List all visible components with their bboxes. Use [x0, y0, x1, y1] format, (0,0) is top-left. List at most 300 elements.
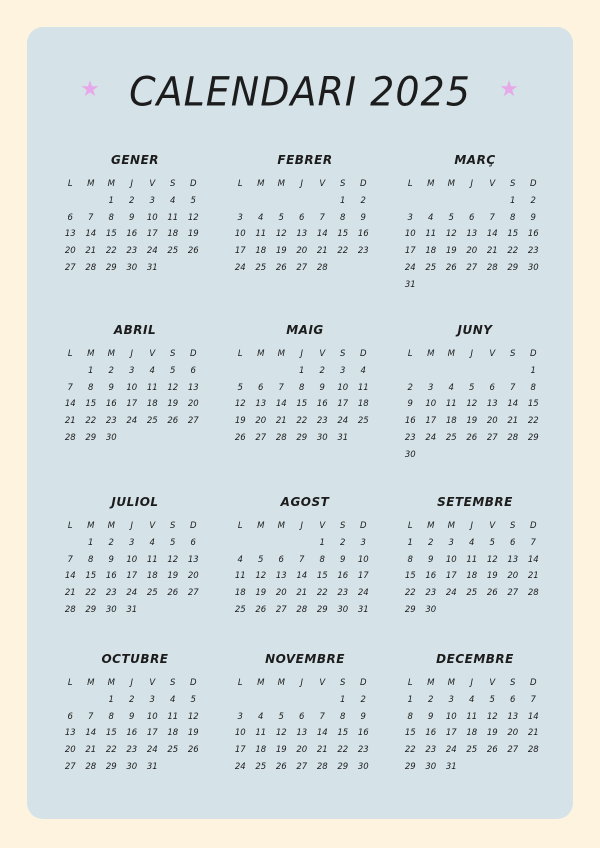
empty-day-cell [271, 363, 292, 380]
day-cell: 19 [187, 728, 199, 739]
day-cell: 4 [258, 711, 264, 722]
weekday-header: J [470, 349, 473, 359]
weekday-header: V [489, 349, 496, 359]
day-cell: 25 [146, 416, 158, 427]
weekday-header: S [340, 521, 346, 531]
weekday-header: J [130, 521, 133, 531]
weekday-header: V [319, 179, 326, 189]
day-cell: 27 [255, 432, 267, 443]
weekday-header: J [130, 349, 133, 359]
day-cell: 16 [404, 416, 416, 427]
day-cell: 6 [510, 694, 516, 705]
day-cell: 17 [425, 416, 437, 427]
day-cell: 31 [337, 432, 349, 443]
day-cell: 9 [360, 711, 366, 722]
day-cell: 17 [445, 728, 457, 739]
day-cell: 1 [340, 694, 346, 705]
day-cell: 13 [187, 382, 199, 393]
day-cell: 14 [486, 229, 498, 240]
empty-day-cell [400, 193, 421, 210]
weekday-header: S [340, 678, 346, 688]
month-name: SETEMBRE [437, 495, 513, 509]
day-cell: 31 [126, 604, 138, 615]
weekday-header: D [359, 678, 367, 688]
day-cell: 7 [530, 694, 536, 705]
day-cell: 21 [316, 246, 328, 257]
day-cell: 25 [255, 761, 267, 772]
weekday-header: M [277, 349, 285, 359]
day-cell: 27 [64, 262, 76, 273]
day-cell: 6 [67, 212, 73, 223]
day-cell: 11 [255, 728, 267, 739]
day-cell: 22 [105, 745, 117, 756]
day-cell: 26 [187, 246, 199, 257]
day-cell: 4 [170, 195, 176, 206]
day-cell: 28 [527, 588, 539, 599]
day-cell: 3 [407, 212, 413, 223]
day-cell: 20 [187, 399, 199, 410]
weekday-header: L [407, 349, 413, 359]
day-cell: 8 [108, 212, 114, 223]
day-cell: 12 [255, 571, 267, 582]
day-cell: 12 [275, 728, 287, 739]
day-cell: 2 [108, 537, 114, 548]
weekday-header: J [300, 678, 303, 688]
day-cell: 5 [258, 554, 264, 565]
weekday-header: S [510, 521, 516, 531]
day-cell: 23 [316, 416, 328, 427]
month-name: AGOST [280, 495, 330, 509]
weekday-header: D [529, 678, 537, 688]
month-name: MAIG [286, 323, 324, 337]
day-cell: 7 [88, 212, 94, 223]
day-cell: 11 [466, 711, 478, 722]
weekday-header: S [170, 179, 176, 189]
day-cell: 31 [404, 279, 416, 290]
day-cell: 4 [469, 694, 475, 705]
month-grid [60, 518, 210, 619]
day-cell: 15 [316, 571, 328, 582]
day-cell: 3 [237, 711, 243, 722]
weekday-header: M [87, 678, 95, 688]
day-cell: 13 [187, 554, 199, 565]
day-cell: 10 [357, 554, 369, 565]
empty-day-cell [60, 535, 81, 552]
day-cell: 4 [170, 694, 176, 705]
day-cell: 7 [489, 212, 495, 223]
day-cell: 21 [486, 246, 498, 257]
day-cell: 11 [167, 212, 179, 223]
day-cell: 22 [105, 246, 117, 257]
day-cell: 15 [507, 229, 519, 240]
day-cell: 16 [425, 728, 437, 739]
day-cell: 10 [404, 229, 416, 240]
day-cell: 24 [234, 761, 246, 772]
day-cell: 23 [105, 416, 117, 427]
day-cell: 2 [360, 195, 366, 206]
day-cell: 25 [466, 588, 478, 599]
day-cell: 16 [425, 571, 437, 582]
day-cell: 18 [234, 588, 246, 599]
month-block [230, 494, 380, 619]
weekday-header: S [170, 678, 176, 688]
day-cell: 12 [234, 399, 246, 410]
day-cell: 18 [167, 728, 179, 739]
weekday-header: D [529, 521, 537, 531]
day-cell: 7 [319, 711, 325, 722]
day-cell: 21 [296, 588, 308, 599]
day-cell: 13 [255, 399, 267, 410]
day-cell: 9 [530, 212, 536, 223]
weekday-header: M [107, 678, 115, 688]
day-cell: 25 [425, 262, 437, 273]
weekday-header: M [87, 179, 95, 189]
day-cell: 13 [64, 229, 76, 240]
weekday-header: D [529, 179, 537, 189]
day-cell: 20 [255, 416, 267, 427]
day-cell: 1 [88, 537, 94, 548]
day-cell: 17 [146, 229, 158, 240]
empty-day-cell [421, 193, 442, 210]
empty-day-cell [271, 193, 292, 210]
day-cell: 27 [507, 745, 519, 756]
weekday-header: V [489, 678, 496, 688]
day-cell: 8 [340, 711, 346, 722]
day-cell: 13 [486, 399, 498, 410]
day-cell: 17 [234, 246, 246, 257]
month-grid [400, 176, 550, 294]
day-cell: 10 [234, 728, 246, 739]
day-cell: 17 [126, 571, 138, 582]
day-cell: 8 [319, 554, 325, 565]
day-cell: 3 [340, 365, 346, 376]
day-cell: 30 [316, 432, 328, 443]
day-cell: 11 [466, 554, 478, 565]
empty-day-cell [292, 193, 313, 210]
day-cell: 24 [234, 262, 246, 273]
day-cell: 2 [108, 365, 114, 376]
day-cell: 4 [448, 382, 454, 393]
day-cell: 19 [275, 246, 287, 257]
day-cell: 6 [510, 537, 516, 548]
day-cell: 11 [255, 229, 267, 240]
day-cell: 29 [85, 432, 97, 443]
day-cell: 25 [167, 745, 179, 756]
day-cell: 22 [404, 588, 416, 599]
day-cell: 28 [316, 761, 328, 772]
day-cell: 23 [357, 745, 369, 756]
day-cell: 14 [64, 399, 76, 410]
day-cell: 23 [105, 588, 117, 599]
day-cell: 30 [126, 761, 138, 772]
day-cell: 4 [149, 365, 155, 376]
day-cell: 4 [428, 212, 434, 223]
weekday-header: J [300, 349, 303, 359]
day-cell: 6 [489, 382, 495, 393]
day-cell: 28 [316, 262, 328, 273]
day-cell: 20 [296, 246, 308, 257]
empty-day-cell [421, 363, 442, 380]
day-cell: 9 [360, 212, 366, 223]
weekday-header: M [107, 349, 115, 359]
empty-day-cell [60, 193, 81, 210]
day-cell: 12 [167, 554, 179, 565]
day-cell: 10 [337, 382, 349, 393]
day-cell: 25 [445, 432, 457, 443]
day-cell: 8 [299, 382, 305, 393]
day-cell: 14 [527, 711, 539, 722]
day-cell: 15 [404, 571, 416, 582]
day-cell: 3 [360, 537, 366, 548]
month-block [400, 152, 550, 294]
day-cell: 30 [126, 262, 138, 273]
empty-day-cell [230, 363, 251, 380]
day-cell: 24 [445, 588, 457, 599]
day-cell: 24 [425, 432, 437, 443]
day-cell: 3 [129, 537, 135, 548]
weekday-header: M [447, 678, 455, 688]
day-cell: 22 [316, 588, 328, 599]
month-name: FEBRER [277, 153, 333, 167]
weekday-header: V [489, 179, 496, 189]
day-cell: 8 [88, 554, 94, 565]
day-cell: 22 [85, 588, 97, 599]
month-block [60, 494, 210, 619]
day-cell: 22 [404, 745, 416, 756]
day-cell: 21 [507, 416, 519, 427]
day-cell: 7 [319, 212, 325, 223]
day-cell: 16 [316, 399, 328, 410]
empty-day-cell [292, 692, 313, 709]
day-cell: 1 [510, 195, 516, 206]
day-cell: 30 [105, 432, 117, 443]
month-grid [230, 176, 380, 277]
day-cell: 18 [146, 399, 158, 410]
weekday-header: J [470, 521, 473, 531]
day-cell: 27 [486, 432, 498, 443]
day-cell: 2 [340, 537, 346, 548]
empty-day-cell [251, 193, 272, 210]
day-cell: 16 [126, 728, 138, 739]
weekday-header: D [189, 678, 197, 688]
empty-day-cell [81, 692, 102, 709]
day-cell: 21 [64, 588, 76, 599]
weekday-header: S [340, 179, 346, 189]
day-cell: 16 [527, 229, 539, 240]
empty-day-cell [251, 692, 272, 709]
day-cell: 17 [404, 246, 416, 257]
day-cell: 12 [486, 711, 498, 722]
weekday-header: L [67, 521, 73, 531]
day-cell: 12 [445, 229, 457, 240]
weekday-header: M [427, 521, 435, 531]
day-cell: 19 [445, 246, 457, 257]
day-cell: 7 [88, 711, 94, 722]
day-cell: 26 [486, 745, 498, 756]
day-cell: 24 [146, 246, 158, 257]
day-cell: 14 [507, 399, 519, 410]
weekday-header: J [130, 678, 133, 688]
day-cell: 17 [337, 399, 349, 410]
weekday-header: D [529, 349, 537, 359]
day-cell: 8 [340, 212, 346, 223]
weekday-header: V [149, 521, 156, 531]
day-cell: 4 [360, 365, 366, 376]
page-title: CALENDARI 2025 [129, 68, 471, 116]
day-cell: 19 [486, 571, 498, 582]
day-cell: 9 [129, 711, 135, 722]
day-cell: 2 [428, 537, 434, 548]
day-cell: 3 [129, 365, 135, 376]
day-cell: 23 [126, 246, 138, 257]
day-cell: 4 [258, 212, 264, 223]
month-grid [400, 346, 550, 464]
weekday-header: M [257, 179, 265, 189]
day-cell: 17 [146, 728, 158, 739]
day-cell: 23 [357, 246, 369, 257]
day-cell: 9 [108, 554, 114, 565]
day-cell: 13 [296, 728, 308, 739]
day-cell: 25 [146, 588, 158, 599]
day-cell: 27 [296, 262, 308, 273]
weekday-header: J [300, 179, 303, 189]
day-cell: 20 [466, 246, 478, 257]
day-cell: 18 [466, 728, 478, 739]
day-cell: 21 [85, 246, 97, 257]
empty-day-cell [503, 363, 524, 380]
day-cell: 31 [146, 761, 158, 772]
day-cell: 26 [167, 416, 179, 427]
day-cell: 8 [530, 382, 536, 393]
day-cell: 17 [445, 571, 457, 582]
day-cell: 13 [507, 711, 519, 722]
weekday-header: M [107, 179, 115, 189]
empty-day-cell [312, 193, 333, 210]
day-cell: 22 [507, 246, 519, 257]
day-cell: 16 [357, 229, 369, 240]
weekday-header: D [189, 179, 197, 189]
day-cell: 11 [357, 382, 369, 393]
day-cell: 30 [425, 604, 437, 615]
day-cell: 6 [67, 711, 73, 722]
day-cell: 14 [316, 229, 328, 240]
day-cell: 1 [108, 195, 114, 206]
day-cell: 1 [407, 537, 413, 548]
day-cell: 7 [67, 554, 73, 565]
day-cell: 23 [527, 246, 539, 257]
day-cell: 23 [425, 588, 437, 599]
day-cell: 2 [530, 195, 536, 206]
weekday-header: L [407, 678, 413, 688]
day-cell: 21 [85, 745, 97, 756]
weekday-header: V [149, 349, 156, 359]
day-cell: 12 [275, 229, 287, 240]
day-cell: 10 [234, 229, 246, 240]
day-cell: 15 [296, 399, 308, 410]
empty-day-cell [292, 535, 313, 552]
day-cell: 14 [296, 571, 308, 582]
day-cell: 28 [85, 761, 97, 772]
day-cell: 20 [64, 246, 76, 257]
day-cell: 1 [407, 694, 413, 705]
weekday-header: L [237, 678, 243, 688]
day-cell: 26 [275, 262, 287, 273]
day-cell: 5 [278, 212, 284, 223]
weekday-header: V [149, 179, 156, 189]
day-cell: 30 [425, 761, 437, 772]
day-cell: 15 [337, 728, 349, 739]
day-cell: 14 [85, 229, 97, 240]
day-cell: 16 [337, 571, 349, 582]
weekday-header: D [189, 521, 197, 531]
day-cell: 2 [319, 365, 325, 376]
day-cell: 14 [64, 571, 76, 582]
weekday-header: L [407, 521, 413, 531]
day-cell: 26 [187, 745, 199, 756]
weekday-header: L [237, 521, 243, 531]
day-cell: 6 [278, 554, 284, 565]
day-cell: 26 [445, 262, 457, 273]
empty-day-cell [271, 535, 292, 552]
weekday-header: M [447, 179, 455, 189]
weekday-header: V [319, 349, 326, 359]
weekday-header: J [130, 179, 133, 189]
day-cell: 20 [275, 588, 287, 599]
weekday-header: L [237, 349, 243, 359]
star-icon: ★ [499, 77, 519, 102]
month-name: OCTUBRE [101, 652, 169, 666]
weekday-header: S [510, 678, 516, 688]
day-cell: 27 [187, 588, 199, 599]
month-block [400, 494, 550, 619]
weekday-header: M [277, 678, 285, 688]
day-cell: 29 [85, 604, 97, 615]
empty-day-cell [60, 692, 81, 709]
day-cell: 8 [510, 212, 516, 223]
day-cell: 30 [357, 761, 369, 772]
month-grid [60, 176, 210, 277]
weekday-header: M [87, 349, 95, 359]
day-cell: 25 [234, 604, 246, 615]
day-cell: 2 [129, 195, 135, 206]
month-grid [60, 675, 210, 776]
day-cell: 15 [527, 399, 539, 410]
day-cell: 23 [337, 588, 349, 599]
day-cell: 28 [296, 604, 308, 615]
day-cell: 2 [428, 694, 434, 705]
day-cell: 24 [146, 745, 158, 756]
day-cell: 23 [425, 745, 437, 756]
day-cell: 10 [146, 711, 158, 722]
day-cell: 29 [105, 262, 117, 273]
empty-day-cell [60, 363, 81, 380]
month-block [400, 322, 550, 464]
weekday-header: M [277, 179, 285, 189]
weekday-header: M [257, 349, 265, 359]
day-cell: 28 [486, 262, 498, 273]
day-cell: 31 [357, 604, 369, 615]
month-block [60, 152, 210, 277]
empty-day-cell [230, 193, 251, 210]
day-cell: 11 [146, 382, 158, 393]
day-cell: 5 [469, 382, 475, 393]
day-cell: 18 [255, 745, 267, 756]
weekday-header: M [107, 521, 115, 531]
day-cell: 3 [237, 212, 243, 223]
day-cell: 1 [299, 365, 305, 376]
day-cell: 25 [167, 246, 179, 257]
day-cell: 6 [190, 365, 196, 376]
